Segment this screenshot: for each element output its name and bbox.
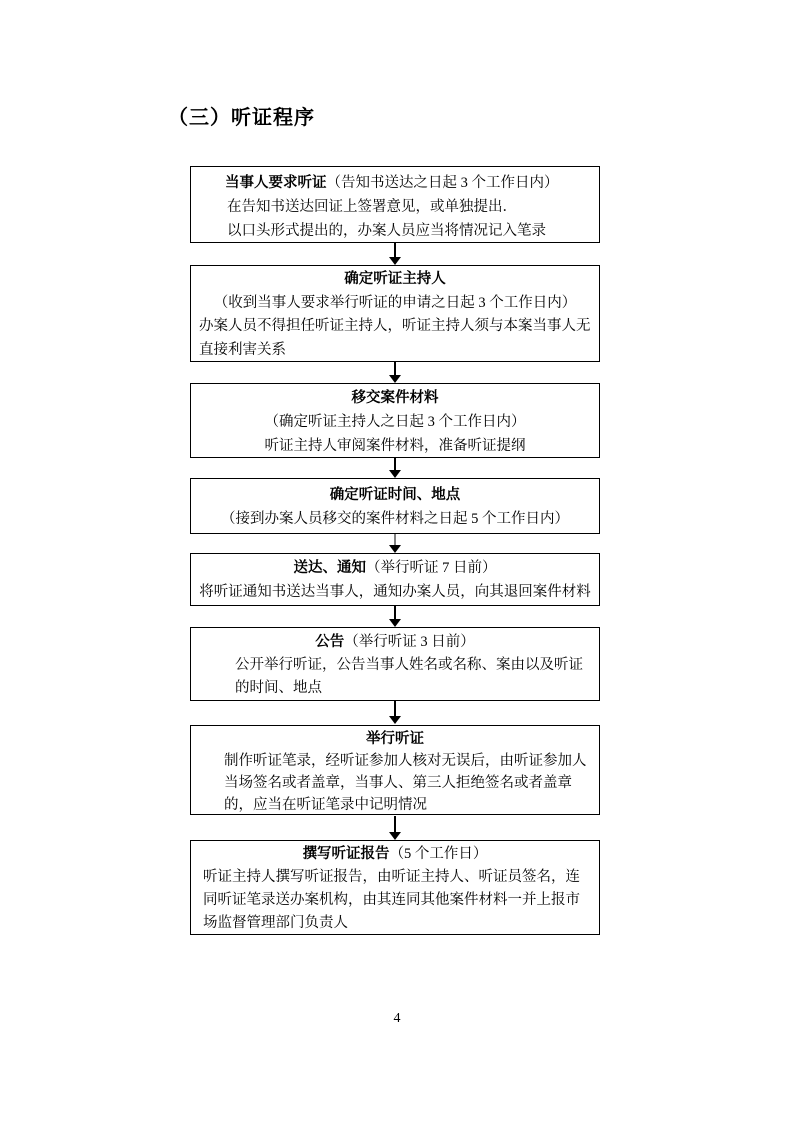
step-body-line: 制作听证笔录，经听证参加人核对无误后，由听证参加人当场签名或者盖章，当事人、第三人拒绝签名或者盖章的，应当在听证笔录中记明情况 — [224, 753, 587, 813]
step-title-suffix: （举行听证 3 日前） — [344, 634, 475, 650]
arrow-down-icon — [389, 545, 401, 553]
flow-step-determine-host — [190, 265, 600, 362]
step-title-line — [199, 268, 591, 292]
step-title-line — [199, 171, 591, 195]
arrow-down-icon — [389, 716, 401, 724]
arrow-down-icon — [389, 375, 401, 383]
section-title: （三）听证程序 — [168, 107, 315, 129]
flow-step-request-hearing — [190, 166, 600, 243]
step-title-suffix: （告知书送达之日起 3 个工作日内） — [326, 175, 559, 191]
step-title: 公告 — [315, 634, 345, 650]
flow-step-write-report — [190, 840, 600, 935]
step-title: 移交案件材料 — [351, 390, 439, 406]
step-title: 举行听证 — [366, 731, 424, 747]
flow-arrow — [389, 458, 401, 478]
arrow-down-icon — [389, 832, 401, 840]
step-title: 当事人要求听证 — [225, 175, 327, 191]
step-title-line — [199, 386, 591, 410]
step-body-line: 以口头形式提出的，办案人员应当将情况记入笔录 — [227, 223, 546, 239]
step-body-line: 办案人员不得担任听证主持人，听证主持人须与本案当事人无直接利害关系 — [199, 318, 591, 358]
step-body-line: 听证主持人撰写听证报告，由听证主持人、听证员签名，连同听证笔录送办案机构，由其连同其他案件材料一并上报市场监督管理部门负责人 — [203, 869, 580, 931]
arrow-shaft — [394, 700, 396, 716]
flow-step-set-time-place — [190, 478, 600, 534]
step-body-line: 公开举行听证，公告当事人姓名或名称、案由以及听证的时间、地点 — [235, 657, 583, 696]
page-number: 4 — [393, 1011, 401, 1026]
arrow-shaft — [394, 816, 396, 832]
arrow-down-icon — [389, 619, 401, 627]
step-title-suffix: （5 个工作日） — [389, 846, 488, 862]
step-body-line: 听证主持人审阅案件材料，准备听证提纲 — [264, 438, 526, 454]
step-title-line — [199, 631, 591, 654]
step-title: 确定听证主持人 — [344, 271, 446, 287]
flow-step-announcement — [190, 627, 600, 701]
flow-arrow — [389, 816, 401, 840]
step-title: 确定听证时间、地点 — [329, 487, 461, 503]
flow-arrow — [389, 534, 401, 553]
arrow-shaft — [394, 362, 396, 375]
step-title: 撰写听证报告 — [302, 846, 390, 862]
arrow-down-icon — [389, 257, 401, 265]
step-subtitle: （确定听证主持人之日起 3 个工作日内） — [264, 414, 526, 430]
step-title-line — [199, 843, 591, 866]
step-title-line — [199, 728, 591, 750]
flow-step-hold-hearing — [190, 725, 600, 815]
step-subtitle: （接到办案人员移交的案件材料之日起 5 个工作日内） — [221, 511, 569, 527]
arrow-down-icon — [389, 470, 401, 478]
flow-arrow — [389, 243, 401, 265]
step-title-line — [199, 556, 591, 580]
step-body-line: 在告知书送达回证上签署意见，或单独提出． — [227, 199, 517, 215]
flow-arrow — [389, 700, 401, 724]
arrow-shaft — [394, 458, 396, 470]
flow-step-serve-notify — [190, 553, 600, 606]
step-title-suffix: （举行听证 7 日前） — [366, 560, 497, 576]
step-title: 送达、通知 — [293, 560, 366, 576]
step-title-line — [199, 483, 591, 507]
arrow-shaft — [394, 606, 396, 619]
arrow-shaft — [394, 243, 396, 257]
step-subtitle: （收到当事人要求举行听证的申请之日起 3 个工作日内） — [213, 294, 577, 311]
flow-arrow — [389, 606, 401, 627]
flow-step-transfer-materials — [190, 383, 600, 458]
flow-arrow — [389, 362, 401, 383]
step-body-line: 将听证通知书送达当事人，通知办案人员，向其退回案件材料 — [199, 584, 591, 600]
arrow-shaft — [394, 534, 396, 545]
